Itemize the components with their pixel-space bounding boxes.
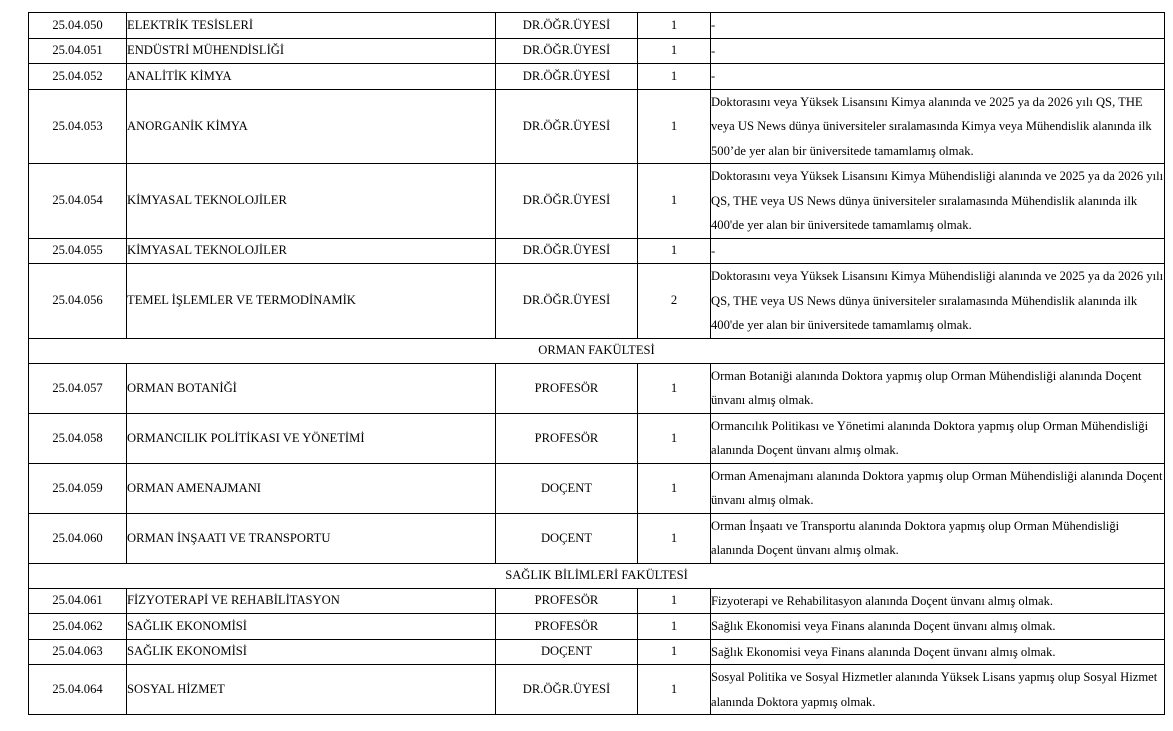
table-row [29, 363, 1165, 413]
faculty-section-row [29, 563, 1165, 588]
position-count: 1 [638, 363, 711, 413]
faculty-section-row [29, 338, 1165, 363]
position-code: 25.04.058 [29, 413, 127, 463]
table-row [29, 64, 1165, 90]
position-count: 1 [638, 588, 711, 614]
requirements: Orman Amenajmanı alanında Doktora yapmış olup Orman Mühendisliği alanında Doçent ünvanı almış olmak. [711, 463, 1165, 513]
position-count: 1 [638, 463, 711, 513]
position-count: 2 [638, 264, 711, 339]
position-code: 25.04.059 [29, 463, 127, 513]
table-row [29, 238, 1165, 264]
academic-rank: DR.ÖĞR.ÜYESİ [496, 164, 638, 239]
table-row [29, 614, 1165, 640]
academic-rank: DR.ÖĞR.ÜYESİ [496, 238, 638, 264]
position-code: 25.04.050 [29, 13, 127, 39]
table-row [29, 164, 1165, 239]
table-row [29, 588, 1165, 614]
table-row [29, 89, 1165, 164]
position-count: 1 [638, 89, 711, 164]
position-code: 25.04.055 [29, 238, 127, 264]
requirements: - [711, 238, 1165, 264]
department-name: KİMYASAL TEKNOLOJİLER [127, 238, 496, 264]
position-code: 25.04.061 [29, 588, 127, 614]
department-name: ORMAN AMENAJMANI [127, 463, 496, 513]
table-row [29, 463, 1165, 513]
academic-rank: DR.ÖĞR.ÜYESİ [496, 38, 638, 64]
requirements: Fizyoterapi ve Rehabilitasyon alanında Doçent ünvanı almış olmak. [711, 588, 1165, 614]
academic-rank: PROFESÖR [496, 614, 638, 640]
department-name: ANALİTİK KİMYA [127, 64, 496, 90]
requirements: Doktorasını veya Yüksek Lisansını Kimya Mühendisliği alanında ve 2025 ya da 2026 yılı QS, THE veya US News dünya üniversiteler sıralamasında Mühendislik alanında ilk 400'de yer alan bir üniversitede tamamlamış olmak. [711, 264, 1165, 339]
academic-rank: DR.ÖĞR.ÜYESİ [496, 89, 638, 164]
academic-rank: DOÇENT [496, 463, 638, 513]
academic-rank: DR.ÖĞR.ÜYESİ [496, 64, 638, 90]
position-code: 25.04.064 [29, 665, 127, 715]
department-name: FİZYOTERAPİ VE REHABİLİTASYON [127, 588, 496, 614]
table-row [29, 639, 1165, 665]
position-code: 25.04.057 [29, 363, 127, 413]
academic-rank: DR.ÖĞR.ÜYESİ [496, 264, 638, 339]
position-code: 25.04.060 [29, 513, 127, 563]
position-count: 1 [638, 639, 711, 665]
department-name: ELEKTRİK TESİSLERİ [127, 13, 496, 39]
table-row [29, 38, 1165, 64]
academic-rank: PROFESÖR [496, 413, 638, 463]
requirements: Sosyal Politika ve Sosyal Hizmetler alanında Yüksek Lisans yapmış olup Sosyal Hizmet alanında Doktora yapmış olmak. [711, 665, 1165, 715]
position-count: 1 [638, 513, 711, 563]
requirements: Doktorasını veya Yüksek Lisansını Kimya alanında ve 2025 ya da 2026 yılı QS, THE veya US News dünya üniversiteler sıralamasında Kimya veya Mühendislik alanında ilk 500’de yer alan bir üniversitede tamamlamış olmak. [711, 89, 1165, 164]
requirements: - [711, 13, 1165, 39]
position-count: 1 [638, 38, 711, 64]
academic-rank: DOÇENT [496, 639, 638, 665]
department-name: ANORGANİK KİMYA [127, 89, 496, 164]
position-count: 1 [638, 13, 711, 39]
position-code: 25.04.054 [29, 164, 127, 239]
department-name: ENDÜSTRİ MÜHENDİSLİĞİ [127, 38, 496, 64]
positions-table [28, 12, 1165, 715]
position-count: 1 [638, 64, 711, 90]
position-code: 25.04.051 [29, 38, 127, 64]
academic-rank: DR.ÖĞR.ÜYESİ [496, 13, 638, 39]
table-row [29, 413, 1165, 463]
academic-rank: DR.ÖĞR.ÜYESİ [496, 665, 638, 715]
table-row [29, 264, 1165, 339]
faculty-section-title: SAĞLIK BİLİMLERİ FAKÜLTESİ [29, 563, 1165, 588]
requirements: Orman İnşaatı ve Transportu alanında Doktora yapmış olup Orman Mühendisliği alanında Doçent ünvanı almış olmak. [711, 513, 1165, 563]
position-count: 1 [638, 164, 711, 239]
table-row [29, 665, 1165, 715]
position-code: 25.04.053 [29, 89, 127, 164]
position-count: 1 [638, 238, 711, 264]
requirements: Ormancılık Politikası ve Yönetimi alanında Doktora yapmış olup Orman Mühendisliği alanında Doçent ünvanı almış olmak. [711, 413, 1165, 463]
position-count: 1 [638, 413, 711, 463]
position-count: 1 [638, 665, 711, 715]
requirements: Doktorasını veya Yüksek Lisansını Kimya Mühendisliği alanında ve 2025 ya da 2026 yılı QS, THE veya US News dünya üniversiteler sıralamasında Mühendislik alanında ilk 400'de yer alan bir üniversitede tamamlamış olmak. [711, 164, 1165, 239]
department-name: ORMAN BOTANİĞİ [127, 363, 496, 413]
academic-rank: PROFESÖR [496, 363, 638, 413]
requirements: Sağlık Ekonomisi veya Finans alanında Doçent ünvanı almış olmak. [711, 614, 1165, 640]
department-name: TEMEL İŞLEMLER VE TERMODİNAMİK [127, 264, 496, 339]
position-code: 25.04.056 [29, 264, 127, 339]
department-name: ORMAN İNŞAATI VE TRANSPORTU [127, 513, 496, 563]
department-name: SOSYAL HİZMET [127, 665, 496, 715]
table-row [29, 13, 1165, 39]
faculty-section-title: ORMAN FAKÜLTESİ [29, 338, 1165, 363]
department-name: ORMANCILIK POLİTİKASI VE YÖNETİMİ [127, 413, 496, 463]
table-row [29, 513, 1165, 563]
department-name: SAĞLIK EKONOMİSİ [127, 614, 496, 640]
position-count: 1 [638, 614, 711, 640]
position-code: 25.04.052 [29, 64, 127, 90]
academic-rank: DOÇENT [496, 513, 638, 563]
position-code: 25.04.062 [29, 614, 127, 640]
requirements: - [711, 64, 1165, 90]
department-name: KİMYASAL TEKNOLOJİLER [127, 164, 496, 239]
requirements: Orman Botaniği alanında Doktora yapmış olup Orman Mühendisliği alanında Doçent ünvanı almış olmak. [711, 363, 1165, 413]
academic-rank: PROFESÖR [496, 588, 638, 614]
requirements: - [711, 38, 1165, 64]
requirements: Sağlık Ekonomisi veya Finans alanında Doçent ünvanı almış olmak. [711, 639, 1165, 665]
position-code: 25.04.063 [29, 639, 127, 665]
department-name: SAĞLIK EKONOMİSİ [127, 639, 496, 665]
